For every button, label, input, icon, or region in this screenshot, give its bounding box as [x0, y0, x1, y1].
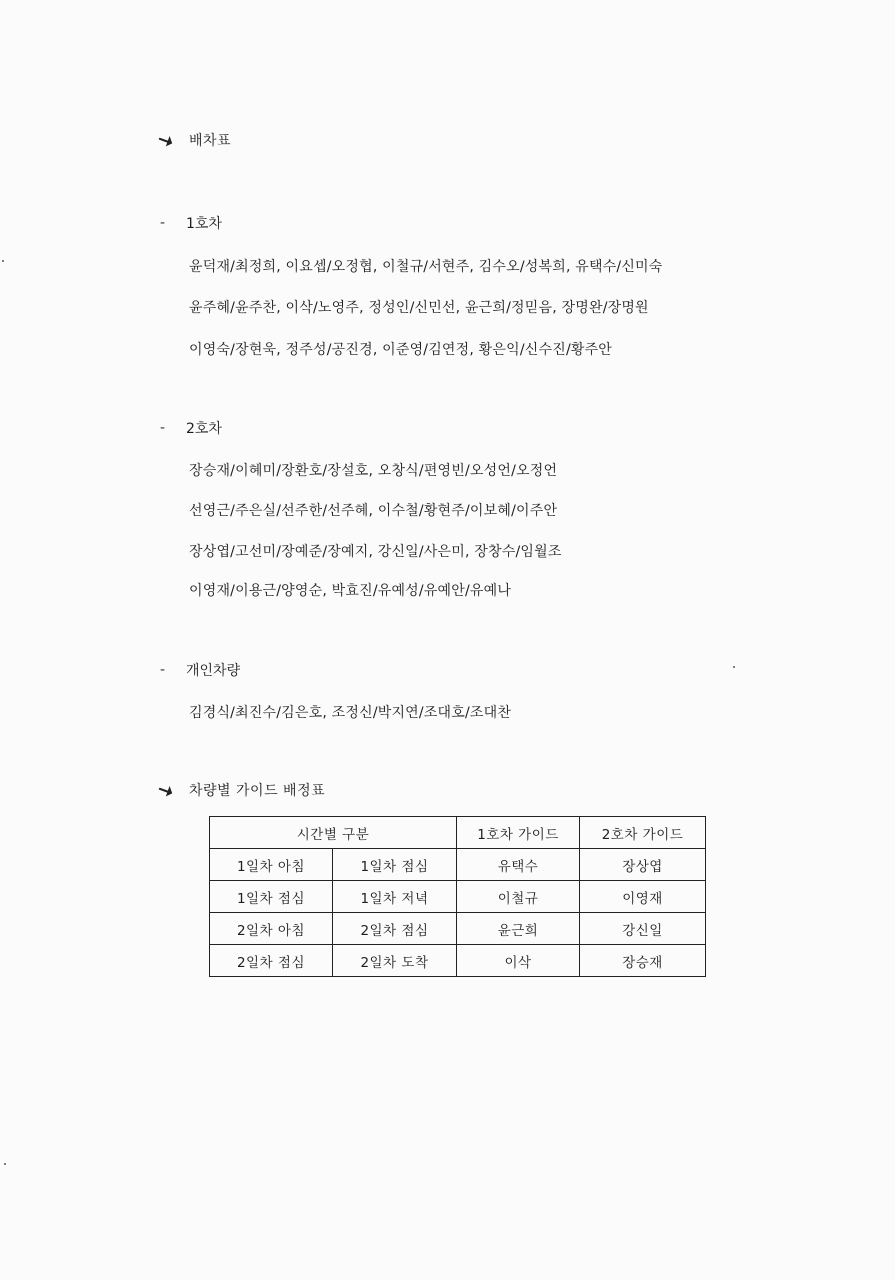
passenger-line: 선영근/주은실/선주한/선주혜, 이수철/황현주/이보혜/이주안: [189, 503, 558, 519]
group-label: 개인차량: [186, 663, 241, 679]
scan-speck: [2, 260, 4, 262]
table-row: [210, 945, 706, 977]
table-cell: 장상엽: [580, 849, 706, 881]
table-cell: 이영재: [580, 881, 706, 913]
table-cell: 2일차 점심: [333, 913, 457, 945]
dash-bullet: -: [160, 662, 166, 678]
table-cell: 1일차 점심: [210, 881, 333, 913]
passenger-line: 이영재/이용근/양영순, 박효진/유예성/유예안/유예나: [189, 583, 512, 599]
table-cell: 윤근희: [457, 913, 580, 945]
header-cell-car1-guide: 1호차 가이드: [457, 817, 580, 849]
table-row: [210, 881, 706, 913]
group-label: 1호차: [186, 216, 222, 232]
section-heading-guide: [157, 780, 325, 800]
dash-bullet: -: [160, 420, 166, 436]
guide-assignment-table: [209, 816, 706, 977]
table-header-row: [210, 817, 706, 849]
table-cell: 강신일: [580, 913, 706, 945]
table-cell: 2일차 도착: [333, 945, 457, 977]
section-title: 차량별 가이드 배정표: [189, 783, 326, 799]
group-heading: [160, 660, 240, 680]
table-cell: 유택수: [457, 849, 580, 881]
group-label: 2호차: [186, 421, 222, 437]
table-cell: 1일차 점심: [333, 849, 457, 881]
table-cell: 1일차 저녁: [333, 881, 457, 913]
passenger-line: 장상엽/고선미/장예준/장예지, 강신일/사은미, 장창수/임월조: [189, 544, 562, 560]
group-heading: [160, 418, 222, 438]
table-cell: 2일차 아침: [210, 913, 333, 945]
table-cell: 2일차 점심: [210, 945, 333, 977]
passenger-line: 이영숙/장현욱, 정주성/공진경, 이준영/김연정, 황은익/신수진/황주안: [189, 342, 613, 358]
passenger-line: 윤주혜/윤주찬, 이삭/노영주, 정성인/신민선, 윤근희/정믿음, 장명완/장명원: [189, 300, 649, 316]
table-cell: 장승재: [580, 945, 706, 977]
passenger-line: 김경식/최진수/김은호, 조정신/박지연/조대호/조대찬: [189, 705, 512, 721]
table-cell: 이삭: [457, 945, 580, 977]
table-row: [210, 849, 706, 881]
scan-speck: [4, 1163, 6, 1165]
table-cell: 1일차 아침: [210, 849, 333, 881]
section-title: 배차표: [189, 133, 232, 149]
group-heading: [160, 213, 222, 233]
passenger-line: 윤덕재/최정희, 이요셉/오정협, 이철규/서현주, 김수오/성복희, 유택수/신미숙: [189, 259, 663, 275]
header-cell-car2-guide: 2호차 가이드: [580, 817, 706, 849]
scan-speck: [733, 666, 735, 668]
section-heading-dispatch: [157, 130, 231, 150]
table-cell: 이철규: [457, 881, 580, 913]
dash-bullet: -: [160, 215, 166, 231]
passenger-line: 장승재/이혜미/장환호/장설호, 오창식/편영빈/오성언/오정언: [189, 463, 558, 479]
table-row: [210, 913, 706, 945]
arrow-bullet-icon: [157, 133, 175, 147]
arrow-bullet-icon: [157, 783, 175, 797]
header-cell-time: 시간별 구분: [210, 817, 457, 849]
